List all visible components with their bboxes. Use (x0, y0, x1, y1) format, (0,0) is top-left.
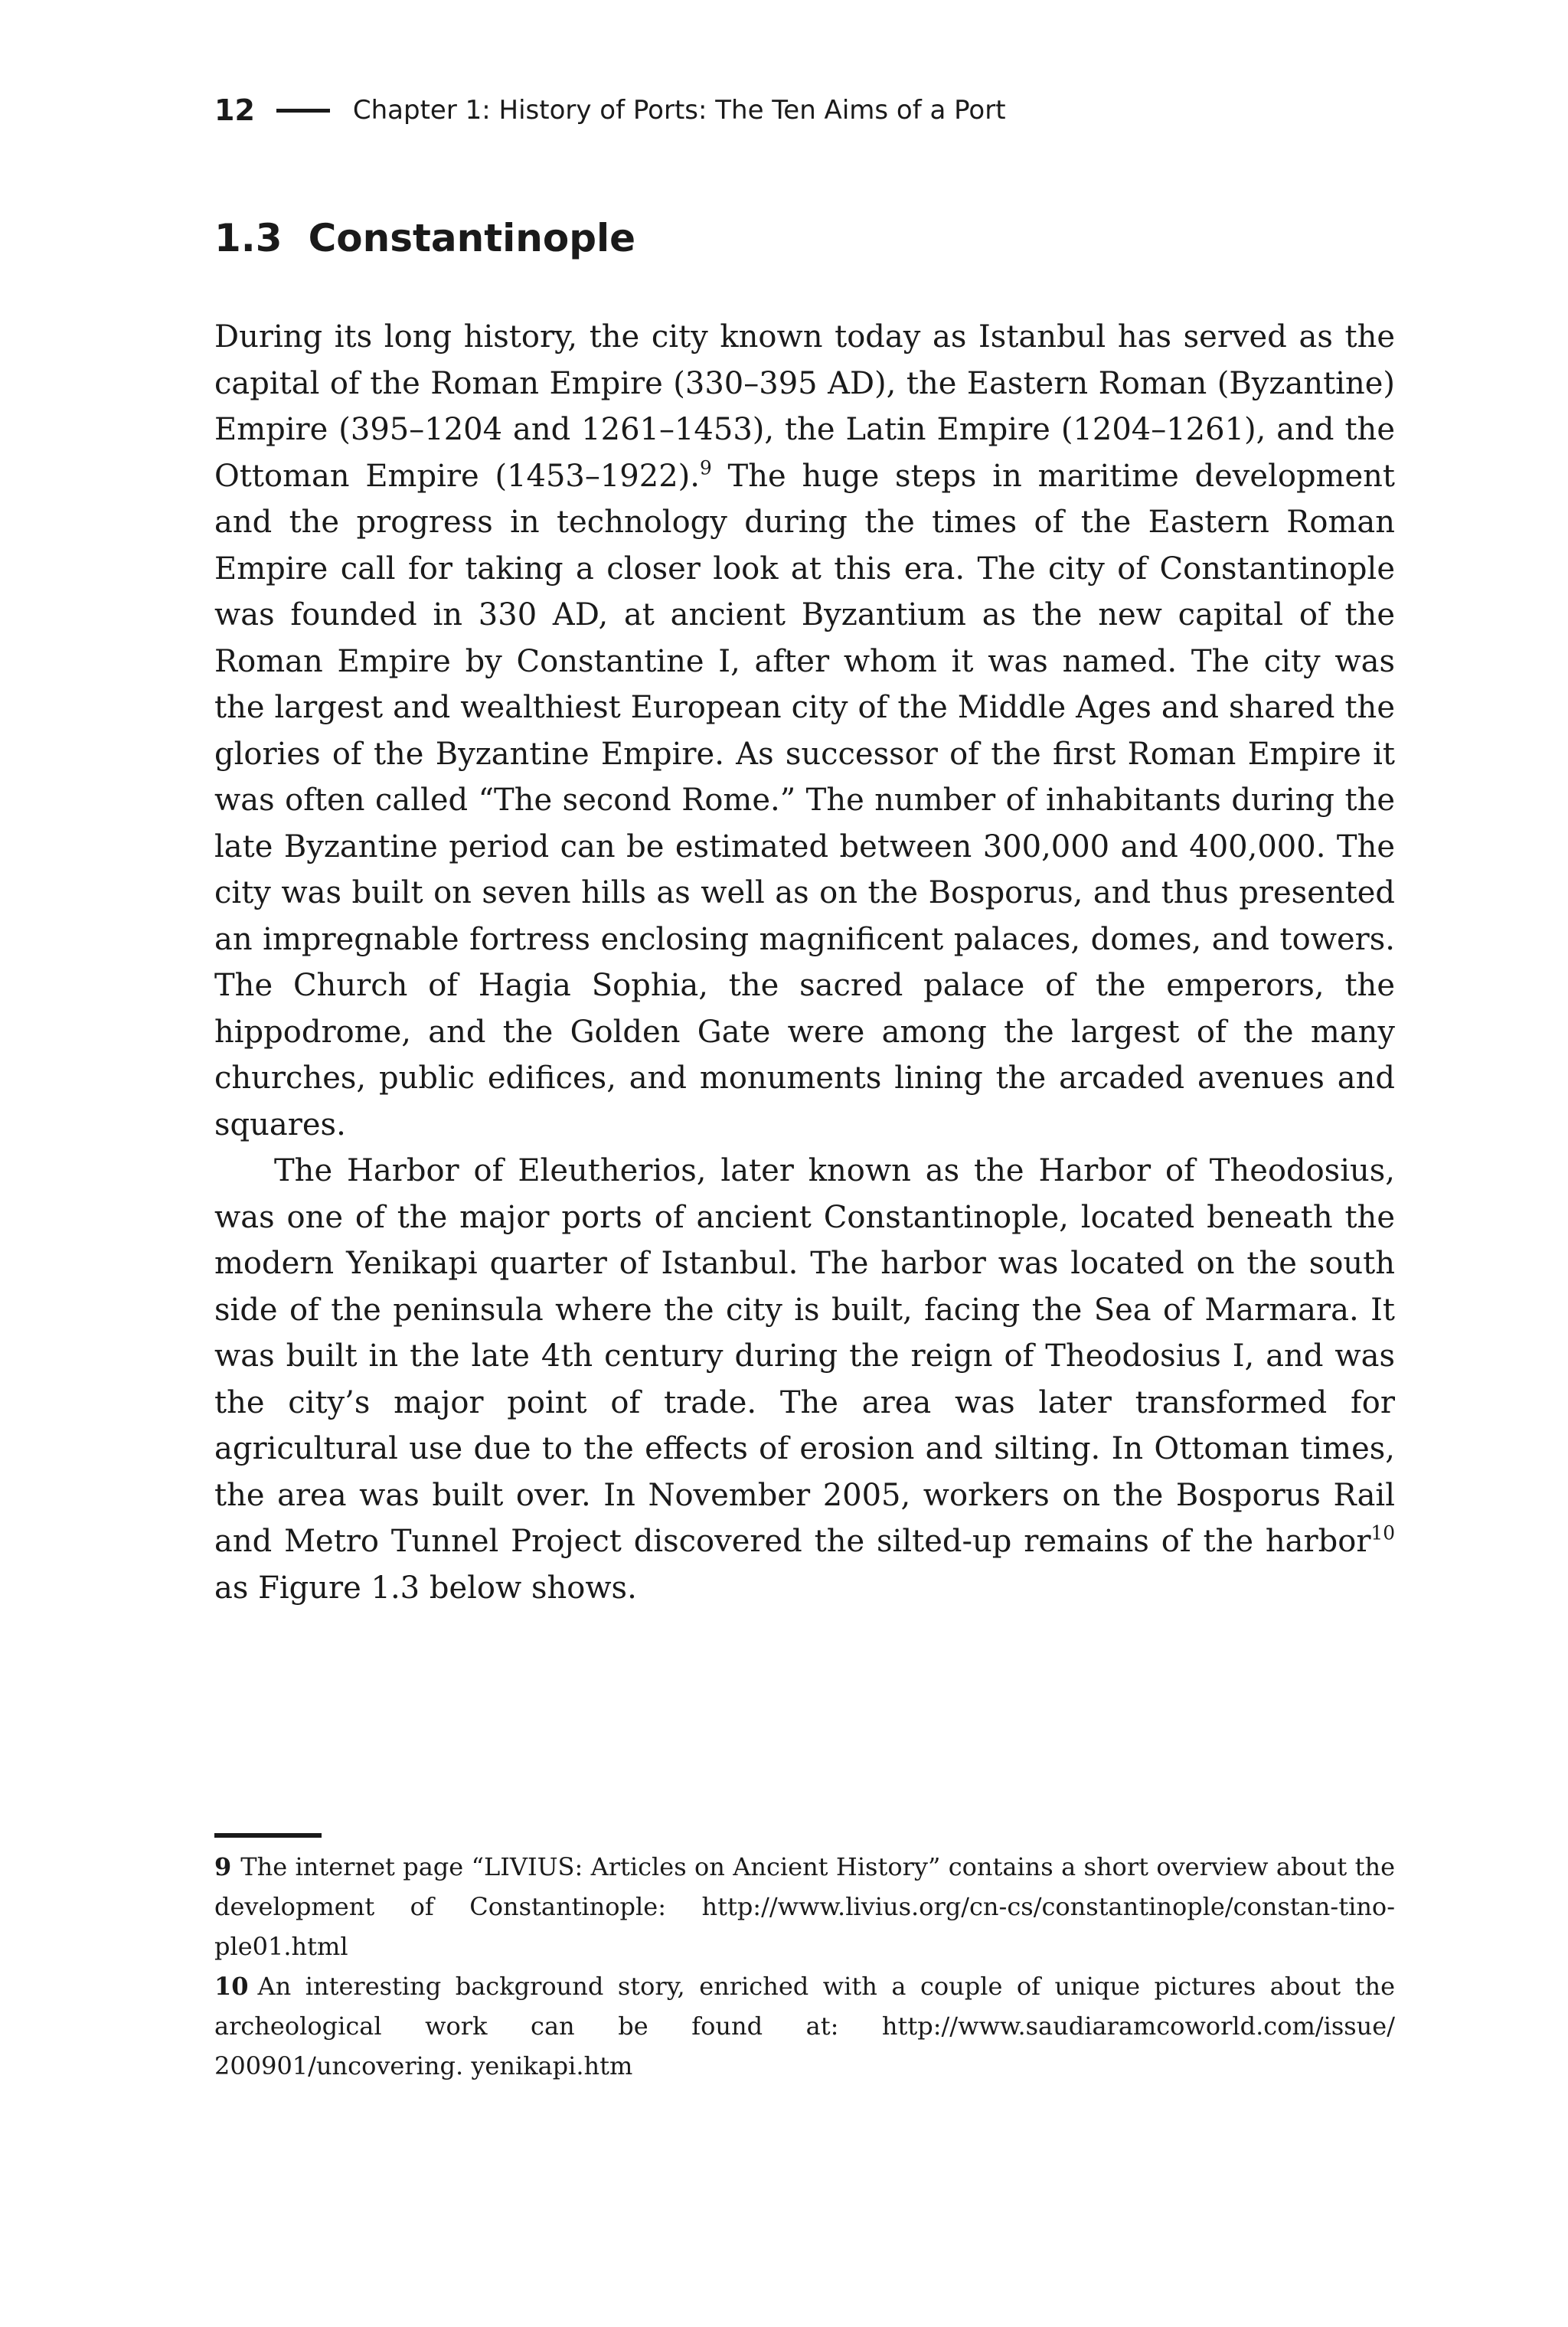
footnote-number: 9 (214, 1852, 232, 1881)
footnote-text: The internet page “LIVIUS: Articles on Ancient History” contains a short overview about the development of Constantinople: http://www.livius.org/cn-cs/constantinople/constan-tinople01.html (214, 1852, 1395, 1961)
paragraph-text: The huge steps in maritime development and the progress in technology during the times of the Eastern Roman Empire call for taking a closer look at this era. The city of Constantinople was founded in 330 AD, at ancient Byzantium as the new capital of the Roman Empire by Constantine I, after whom it was named. The city was the largest and wealthiest European city of the Middle Ages and shared the glories of the Byzantine Empire. As successor of the first Roman Empire it was often called “The second Rome.” The number of inhabitants during the late Byzantine period can be estimated between 300,000 and 400,000. The city was built on seven hills as well as on the Bosporus, and thus presented an impregnable fortress enclosing magnificent palaces, domes, and towers. The Church of Hagia Sophia, the sacred palace of the emperors, the hippodrome, and the Golden Gate were among the largest of the many churches, public edifices, and monuments lining the arcaded avenues and squares. (214, 458, 1395, 1142)
page-number: 12 (214, 93, 255, 127)
footnotes (214, 1847, 1395, 2086)
paragraph (214, 314, 1395, 1148)
footnote-rule (214, 1833, 322, 1838)
chapter-title: Chapter 1: History of Ports: The Ten Aims of a Port (352, 95, 1006, 126)
section-heading (214, 216, 635, 260)
footnote-number: 10 (214, 1972, 249, 2001)
section-number: 1.3 (214, 216, 283, 260)
paragraph-text: During its long history, the city known today as Istanbul has served as the capital of the Roman Empire (330–395 AD), the Eastern Roman (Byzantine) Empire (395–1204 and 1261–1453), the Latin Empire (1204–1261), and the Ottoman Empire (1453–1922). (214, 319, 1395, 494)
running-head-rule (276, 109, 330, 113)
footnote-9 (214, 1847, 1395, 1966)
footnote-text: An interesting background story, enriched with a couple of unique pictures about the archeological work can be found at: http://www.saudiaramcoworld.com/issue/ 200901/uncovering. yenikapi.htm (214, 1972, 1395, 2080)
footnote-ref-10[interactable]: 10 (1370, 1521, 1395, 1544)
body-text (214, 314, 1395, 1611)
paragraph (214, 1148, 1395, 1611)
footnote-10 (214, 1966, 1395, 2086)
footnote-ref-9[interactable]: 9 (699, 456, 712, 479)
paragraph-text: The Harbor of Eleutherios, later known as the Harbor of Theodosius, was one of the major ports of ancient Constantinople, located beneath the modern Yenikapi quarter of Istanbul. The harbor was located on the south side of the peninsula where the city is built, facing the Sea of Marmara. It was built in the late 4th century during the reign of Theodosius I, and was the city’s major point of trade. The area was later transformed for agricultural use due to the effects of erosion and silting. In Ottoman times, the area was built over. In November 2005, workers on the Bosporus Rail and Metro Tunnel Project discovered the silted-up remains of the harbor (214, 1153, 1395, 1559)
paragraph-text: as Figure 1.3 below shows. (214, 1570, 637, 1606)
section-title: Constantinople (308, 216, 636, 260)
running-head (214, 93, 1006, 127)
